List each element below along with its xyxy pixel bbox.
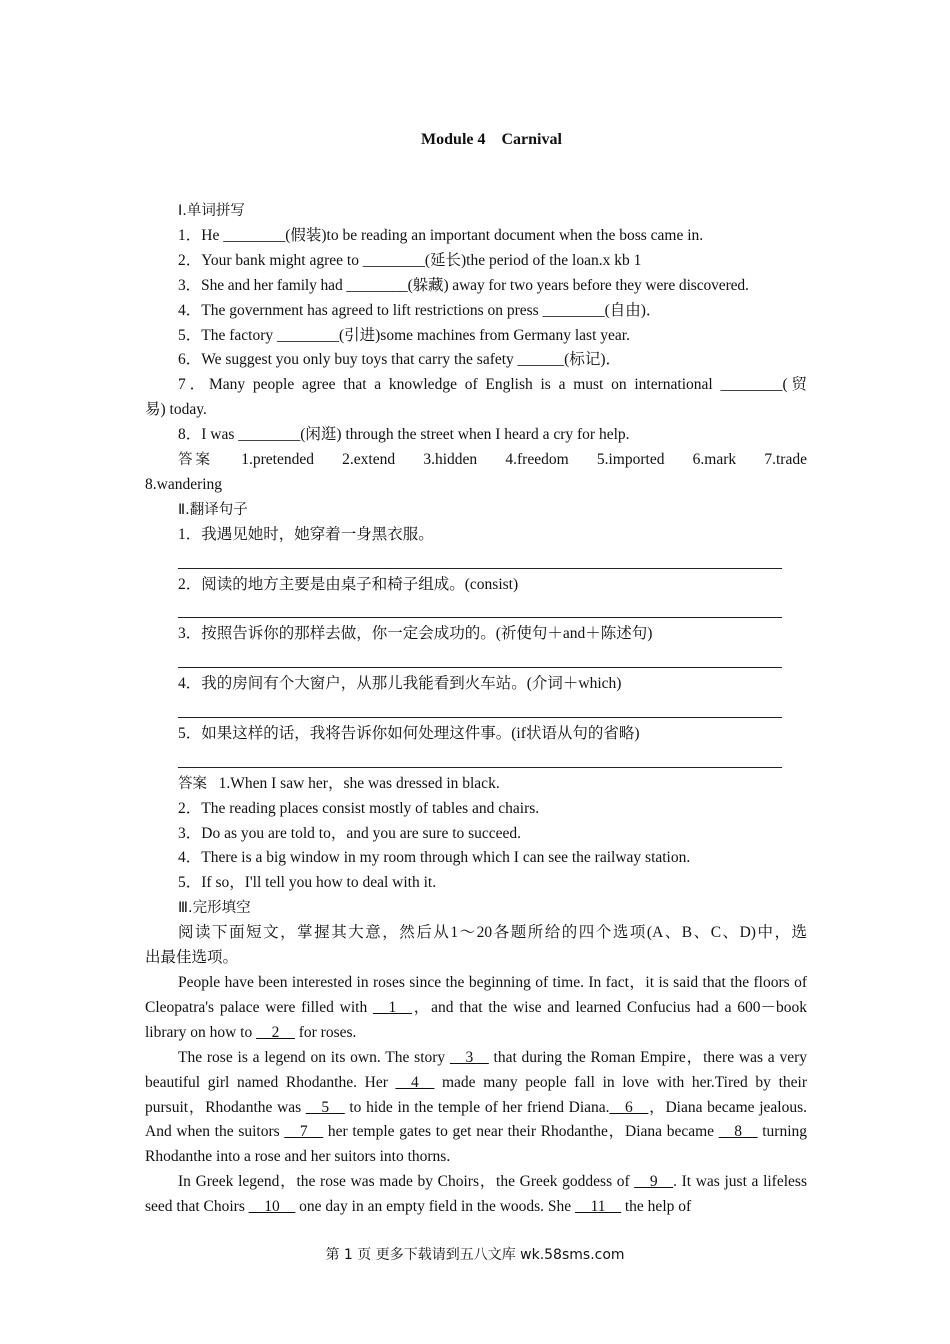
passage-text: to hide in the temple of her friend Diana.: [344, 1098, 610, 1116]
answer-item: 1.pretended: [241, 451, 314, 469]
vocab-item: 6．We suggest you only buy toys that carry the safety ______(标记)．: [178, 351, 622, 369]
cloze-blank: __3__: [449, 1048, 489, 1066]
passage-text: her temple gates to get near their Rhodanthe，Diana became: [323, 1123, 719, 1141]
passage-text: ，Diana became jealous. And when the suitors: [145, 1098, 807, 1141]
instructions-continued: 出最佳选项。: [145, 949, 239, 967]
document-body: [145, 199, 807, 1220]
cloze-blank: __6__: [609, 1098, 649, 1116]
translate-item: 1．我遇见她时，她穿着一身黑衣服。: [178, 525, 434, 543]
answer-label: 答案: [178, 775, 207, 792]
vocab-item: 7．Many people agree that a knowledge of English is a must on international ________(贸: [178, 376, 807, 394]
answer-blank-line: [178, 647, 782, 672]
passage-text: turning Rhodanthe into a rose and her suitors into thorns.: [145, 1123, 808, 1166]
translate-item: 2．阅读的地方主要是由桌子和椅子组成。(consist): [178, 575, 519, 593]
vocab-item: 2．Your bank might agree to ________(延长)the period of the loan.x kb 1: [178, 251, 642, 269]
passage-text: one day in an empty field in the woods. She: [295, 1198, 576, 1216]
answer-blank-line: [178, 697, 782, 722]
answer-item: 1.When I saw her，she was dressed in black.: [218, 774, 500, 792]
section-heading: Ⅰ.单词拼写: [178, 203, 245, 219]
answer-item: 3．Do as you are told to，and you are sure to succeed.: [178, 824, 522, 842]
translate-item: 4．我的房间有个大窗户，从那儿我能看到火车站。(介词＋which): [178, 675, 622, 693]
cloze-blank: __2__: [256, 1023, 295, 1041]
translate-item: 3．按照告诉你的那样去做，你一定会成功的。(祈使句＋and＋陈述句): [178, 625, 653, 643]
translate-item: 5．如果这样的话，我将告诉你如何处理这件事。(if状语从句的省略): [178, 724, 640, 742]
answer-item: 6.mark: [692, 451, 737, 469]
page-title: Module 4 Carnival: [421, 131, 562, 148]
cloze-blank: __8__: [718, 1123, 758, 1141]
answer-item: 7.trade: [764, 451, 807, 469]
answer-blank-line: [178, 548, 782, 573]
passage-paragraph: [145, 1170, 807, 1220]
vocab-item: 8．I was ________(闲逛) through the street when I heard a cry for help.: [178, 426, 630, 444]
answer-item: 8.wandering: [145, 475, 223, 493]
section-heading: Ⅲ.完形填空: [178, 900, 251, 917]
answer-item: 2．The reading places consist mostly of tables and chairs.: [178, 799, 540, 817]
answer-row: [145, 448, 807, 473]
vocab-item: 5．The factory ________(引进)some machines from Germany last year.: [178, 326, 630, 344]
answer-label: 答案: [178, 452, 213, 469]
section-heading: Ⅱ.翻译句子: [178, 501, 248, 518]
answer-blank-line: [178, 597, 782, 622]
passage-paragraph: [145, 1046, 807, 1171]
cloze-blank: __11__: [575, 1198, 621, 1216]
cloze-blank: __10__: [248, 1198, 296, 1216]
instructions: 阅读下面短文，掌握其大意，然后从1～20各题所给的四个选项(A、B、C、D)中，选: [178, 924, 807, 942]
answer-item: 5.imported: [596, 451, 665, 469]
vocab-item: 4．The government has agreed to lift restrictions on press ________(自由)．: [178, 301, 662, 319]
passage-text: ，and that the wise and learned Confucius had a 600－book library on how to: [145, 998, 807, 1041]
passage-text: for roses.: [294, 1023, 357, 1041]
vocab-item-continued: 易) today.: [145, 401, 207, 419]
cloze-blank: __7__: [284, 1123, 324, 1141]
answer-item: 4．There is a big window in my room through which I can see the railway station.: [178, 849, 691, 867]
cloze-blank: __5__: [305, 1098, 345, 1116]
cloze-blank: __1__: [373, 998, 412, 1016]
passage-paragraph: [145, 971, 807, 1046]
passage-text: People have been interested in roses since the beginning of time. In fact，it is said that the floors of Cleopatra's palace were filled with: [145, 974, 807, 1016]
passage-text: The rose is a legend on its own. The story: [178, 1048, 450, 1066]
passage-text: the help of: [621, 1198, 692, 1216]
page-footer: 第 1 页 更多下载请到五八文库 wk.58sms.com: [325, 1247, 625, 1263]
passage-text: In Greek legend，the rose was made by Choirs，the Greek goddess of: [178, 1173, 635, 1191]
answer-item: 4.freedom: [505, 451, 569, 469]
answer-item: 2.extend: [342, 451, 396, 469]
passage-text: that during the Roman Empire，there was a very beautiful girl named Rhodanthe. Her: [145, 1048, 807, 1091]
answer-item: 5．If so，I'll tell you how to deal with it.: [178, 874, 437, 892]
vocab-item: 3．She and her family had ________(躲藏) away for two years before they were discovered.: [178, 276, 749, 294]
passage-text: made many people fall in love with her.Tired by their pursuit，Rhodanthe was: [145, 1073, 807, 1116]
cloze-blank: __9__: [634, 1173, 674, 1191]
cloze-blank: __4__: [395, 1073, 435, 1091]
passage-text: . It was just a lifeless seed that Choirs: [145, 1173, 807, 1216]
answer-blank-line: [178, 747, 782, 772]
answer-item: 3.hidden: [423, 451, 478, 469]
answer-line: [145, 772, 807, 797]
vocab-item: 1．He ________(假装)to be reading an important document when the boss came in.: [178, 226, 704, 244]
